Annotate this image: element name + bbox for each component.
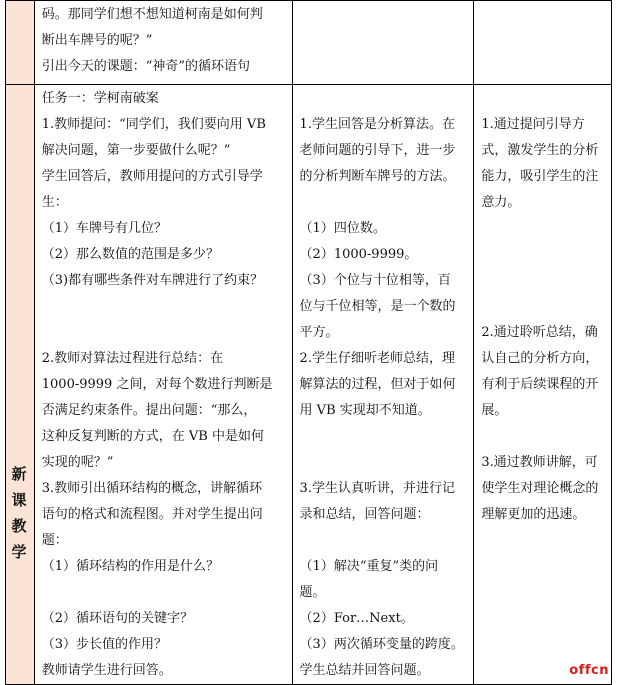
student-line: 3.学生认真听讲，并进行记: [299, 481, 455, 496]
teacher-line: 2.教师对算法过程进行总结：在: [41, 351, 224, 366]
teacher-line: 否满足约束条件。提出问题：“那么，: [41, 403, 257, 418]
student-answer: 位与千位相等，是一个数的: [299, 299, 456, 314]
intro-intent-cell: [474, 1, 612, 85]
new-lesson-row: [6, 85, 612, 685]
intro-student-cell: [292, 1, 474, 85]
student-answer: 题。: [299, 585, 326, 600]
teacher-line: 语句的格式和流程图。并对学生提出问: [41, 507, 263, 522]
intent-line: 展。: [481, 403, 508, 418]
section-label: 新 课 教 学: [11, 465, 27, 561]
section-label-cell: [6, 85, 35, 685]
intro-line: 引出今天的课题：“神奇”的循环语句: [41, 59, 251, 74]
student-answer: （2）For…Next。: [299, 611, 414, 626]
student-answer: （1）解决“重复”类的问: [299, 559, 439, 574]
student-answer: （3）个位与十位相等，百: [299, 273, 451, 288]
teacher-line: 生：: [41, 195, 68, 210]
intro-side-cell: [6, 1, 35, 85]
teacher-line: 实现的呢？”: [41, 455, 114, 470]
student-answer: 平方。: [299, 325, 339, 340]
watermark-logo: offcn: [569, 663, 609, 678]
teacher-question: （3）步长值的作用？: [41, 637, 168, 652]
lesson-plan-table: [5, 0, 612, 685]
intro-row: [6, 1, 612, 85]
student-answer: （1）四位数。: [299, 221, 386, 236]
teacher-question: （2）循环语句的关键字？: [41, 611, 194, 626]
student-line: 学生总结并回答问题。: [299, 663, 430, 678]
student-activity-cell: [292, 85, 474, 685]
intent-line: 认自己的分析方向，: [481, 351, 599, 366]
intent-line: 3.通过教师讲解，可: [481, 455, 598, 470]
intent-line: 使学生对理论概念的: [481, 481, 599, 496]
student-answer: （3）两次循环变量的跨度。: [299, 637, 464, 652]
student-line: 录和总结，回答问题：: [299, 507, 430, 522]
intent-line: 式，激发学生的分析: [481, 143, 599, 158]
teacher-line: 1.教师提问：“同学们，我们要向用 VB: [41, 117, 266, 132]
task-title: 任务一：学柯南破案: [41, 91, 159, 106]
teacher-line: 3.教师引出循环结构的概念，讲解循环: [41, 481, 263, 496]
intro-line: 码。那同学们想不想知道柯南是如何判: [41, 7, 263, 22]
teacher-line: 1000-9999 之间，对每个数进行判断是: [41, 377, 273, 392]
teacher-line: 这种反复判断的方式，在 VB 中是如何: [41, 429, 264, 444]
intent-line: 理解更加的迅速。: [481, 507, 586, 522]
intent-line: 1.通过提问引导方: [481, 117, 585, 132]
teacher-question: （2）那么数值的范围是多少？: [41, 247, 220, 262]
teacher-activity-cell: [34, 85, 292, 685]
intent-line: 有利于后续课程的开: [481, 377, 599, 392]
student-line: 1.学生回答是分析算法。在: [299, 117, 455, 132]
intro-cell: [34, 1, 292, 85]
teacher-question: （1）车牌号有几位？: [41, 221, 168, 236]
teacher-line: 教师请学生进行回答。: [41, 663, 172, 678]
student-line: 2.学生仔细听老师总结，理: [299, 351, 455, 366]
intro-line: 断出车牌号的呢？”: [41, 33, 153, 48]
student-line: 的分析判断车牌号的方法。: [299, 169, 456, 184]
teacher-line: 解决问题，第一步要做什么呢？”: [41, 143, 231, 158]
teacher-line: 学生回答后，教师用提问的方式引导学: [41, 169, 263, 184]
teacher-question: （1）循环结构的作用是什么？: [41, 559, 220, 574]
intent-line: 2.通过聆听总结，确: [481, 325, 598, 340]
intent-line: 能力，吸引学生的注: [481, 169, 599, 184]
student-line: 用 VB 实现却不知道。: [299, 403, 431, 418]
student-line: 老师问题的引导下，进一步: [299, 143, 456, 158]
student-line: 解算法的过程，但对于如何: [299, 377, 456, 392]
student-answer: （2）1000-9999。: [299, 247, 418, 262]
intent-line: 意力。: [481, 195, 521, 210]
design-intent-cell: [474, 85, 612, 685]
teacher-line: 题：: [41, 533, 68, 548]
teacher-question: （3)都有哪些条件对车牌进行了约束？: [41, 273, 264, 288]
